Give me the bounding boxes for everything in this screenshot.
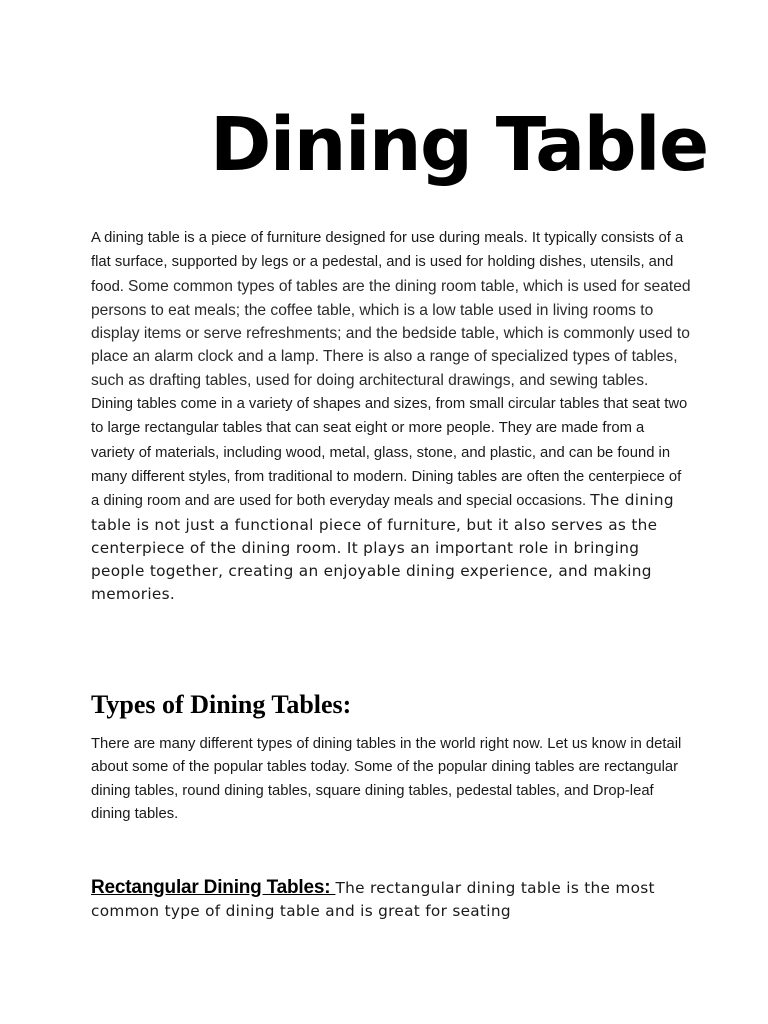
intro-segment-2: Some common types of tables are the dining room table, which is used for seated persons to eat meals; the coffee table, which is a low table used in living rooms to display items or serve refreshments; and the bedside table, which is commonly used to place an alarm clock and a lamp. There is also a range of specialized types of tables, such as drafting tables, used for doing architectural drawings, and sewing tables. (91, 277, 691, 389)
rectangular-text: The rectangular dining table is the most common type of dining table and is great for seating (91, 879, 655, 921)
rectangular-section (91, 876, 691, 924)
intro-segment-3: Dining tables come in a variety of shapes and sizes, from small circular tables that seat two to large rectangular tables that can seat eight or more people. They are made from a variety of materials, including wood, metal, glass, stone, and plastic, and can be found in many different styles, from traditional to modern. Dining tables are often the centerpiece of a dining room and are used for both everyday meals and special occasions. (91, 396, 688, 510)
intro-segment-1: A dining table is a piece of furniture designed for use during meals. It typically consists of a flat surface, supported by legs or a pedestal, and is used for holding dishes, utensils, and food. (91, 230, 684, 295)
types-paragraph: There are many different types of dining tables in the world right now. Let us know in detail about some of the popular tables today. Some of the popular dining tables are rectangular dining tables, round dining tables, square dining tables, pedestal tables, and Drop-leaf dining tables. (91, 736, 682, 822)
intro-paragraph (91, 226, 691, 607)
intro-segment-4: The dining table is not just a functional piece of furniture, but it also serves as the centerpiece of the dining room. It plays an important role in bringing people together, creating an enjoyable dining experience, and making memories. (91, 491, 674, 604)
page-title: Dining Table (210, 102, 708, 188)
rectangular-heading: Rectangular Dining Tables: (91, 877, 336, 898)
types-heading: Types of Dining Tables: (91, 690, 352, 719)
